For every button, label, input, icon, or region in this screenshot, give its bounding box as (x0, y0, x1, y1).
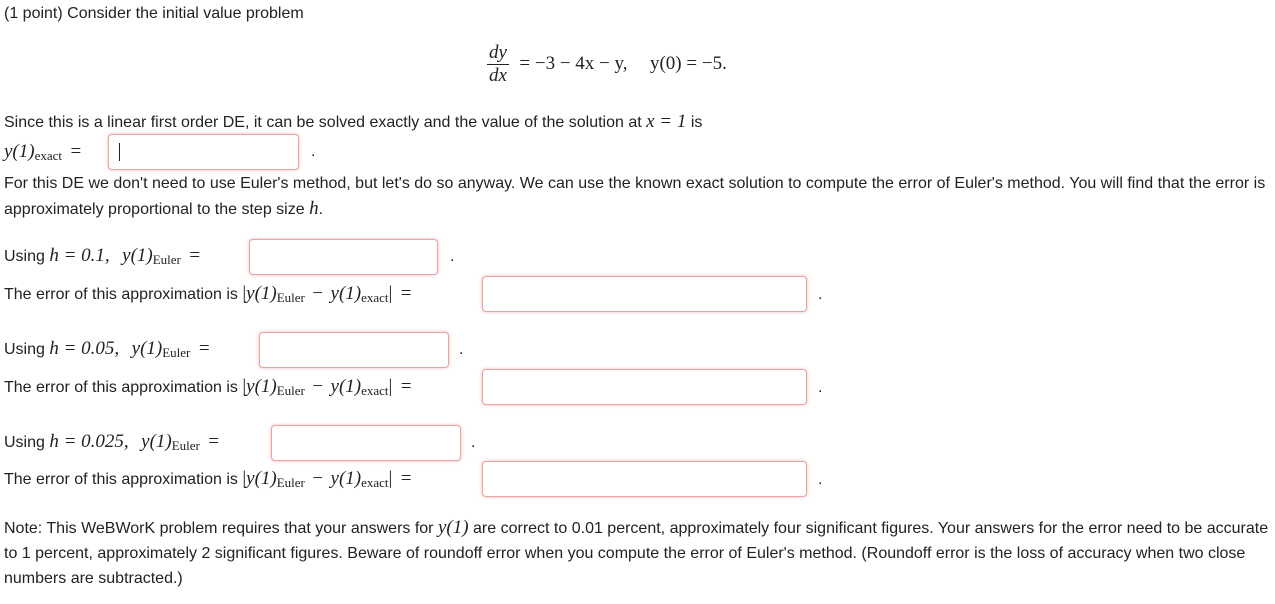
initial-condition: y(0) = −5. (649, 52, 727, 74)
step-label-1 (4, 245, 200, 267)
euler-y: y(1) (246, 468, 277, 489)
euler-paragraph-text: For this DE we don't need to use Euler's method, but let's do so anyway. We can use the known exact solution to compute the error of Euler's method. You will find that the error is approximately proportional to the step size (4, 175, 1266, 218)
error-answer-input-1[interactable] (482, 276, 807, 312)
note-paragraph (4, 515, 1269, 591)
euler-paragraph-end: . (318, 201, 324, 218)
exact-sentence-text: Since this is a linear first order DE, it can be solved exactly and the value of the solution at (4, 114, 642, 131)
exact-subscript: exact (361, 290, 389, 305)
step-h: h = 0.05, (49, 338, 120, 359)
abs-bar-open: | (242, 468, 247, 489)
step-label-3 (4, 431, 219, 453)
error-answer-input-3[interactable] (482, 461, 807, 497)
using-word: Using (4, 341, 45, 358)
equals: = (198, 338, 210, 359)
euler-subscript: Euler (152, 252, 181, 267)
exact-y: y(1) (330, 468, 362, 489)
exact-answer-input[interactable] (108, 134, 299, 170)
abs-bar-open: | (242, 376, 247, 397)
exact-label (4, 141, 81, 163)
note-text-1: Note: This WeBWorK problem requires that your answers for (4, 520, 434, 537)
abs-bar-close: | (388, 468, 393, 489)
exact-equals: = (70, 141, 82, 162)
equals: = (400, 376, 412, 397)
exact-subscript: exact (361, 475, 389, 490)
fraction-denominator: dx (489, 65, 507, 86)
euler-y: y(1) (246, 283, 277, 304)
step-label-2 (4, 338, 210, 360)
abs-bar-close: | (388, 376, 393, 397)
exact-subscript: exact (34, 148, 63, 163)
exact-sentence-suffix: is (690, 114, 703, 131)
period: . (818, 471, 823, 488)
euler-subscript: Euler (276, 383, 305, 398)
problem-intro: (1 point) Consider the initial value problem (4, 5, 304, 22)
error-label-1 (4, 283, 412, 305)
equals: = (208, 431, 220, 452)
period: . (450, 248, 455, 265)
euler-y: y(1) (131, 338, 163, 359)
euler-subscript: Euler (276, 290, 305, 305)
period: . (818, 379, 823, 396)
period: . (471, 434, 476, 451)
euler-subscript: Euler (276, 475, 305, 490)
euler-subscript: Euler (171, 438, 200, 453)
equals: = (400, 283, 412, 304)
minus-sign: − (312, 283, 324, 304)
abs-bar-close: | (388, 283, 393, 304)
euler-answer-input-1[interactable] (249, 239, 438, 275)
note-text-2: are correct to 0.01 percent, approximately four significant figures. Your answers for the error need to be accurate to 1 percent, approximately 2 significant figures. Beware of roundoff error when you compute the error of Euler's method. (Roundoff error is the loss of accuracy when two close numbers are subtracted.) (4, 520, 1269, 587)
minus-sign: − (312, 468, 324, 489)
euler-y: y(1) (141, 431, 172, 452)
error-label-2 (4, 376, 412, 398)
using-word: Using (4, 434, 45, 451)
step-h: h = 0.025, (49, 431, 129, 452)
exact-y: y(1) (330, 283, 362, 304)
exact-subscript: exact (361, 383, 389, 398)
error-prefix: The error of this approximation is (4, 471, 238, 488)
period: . (818, 286, 823, 303)
euler-y: y(1) (246, 376, 277, 397)
euler-y: y(1) (122, 245, 153, 266)
text-cursor (119, 143, 120, 161)
exact-sentence-math: x = 1 (646, 111, 687, 132)
step-h: h = 0.1, (49, 245, 110, 266)
minus-sign: − (312, 376, 324, 397)
period: . (311, 143, 316, 160)
euler-paragraph (4, 171, 1269, 222)
derivative-fraction (487, 42, 509, 87)
exact-sentence (4, 111, 702, 133)
error-prefix: The error of this approximation is (4, 379, 238, 396)
fraction-numerator: dy (489, 42, 507, 63)
error-prefix: The error of this approximation is (4, 286, 238, 303)
step-size-symbol: h (309, 198, 319, 219)
error-answer-input-2[interactable] (482, 369, 807, 405)
error-label-3 (4, 468, 412, 490)
abs-bar-open: | (242, 283, 247, 304)
euler-subscript: Euler (162, 345, 191, 360)
note-math: y(1) (437, 517, 469, 538)
euler-answer-input-2[interactable] (259, 332, 449, 368)
using-word: Using (4, 248, 45, 265)
ode-equation (487, 42, 727, 87)
equals: = (189, 245, 201, 266)
ode-rhs: = −3 − 4x − y, (519, 52, 628, 74)
period: . (459, 341, 464, 358)
exact-y: y(1) (4, 141, 35, 162)
euler-answer-input-3[interactable] (271, 425, 461, 461)
equals: = (400, 468, 412, 489)
exact-y: y(1) (330, 376, 362, 397)
